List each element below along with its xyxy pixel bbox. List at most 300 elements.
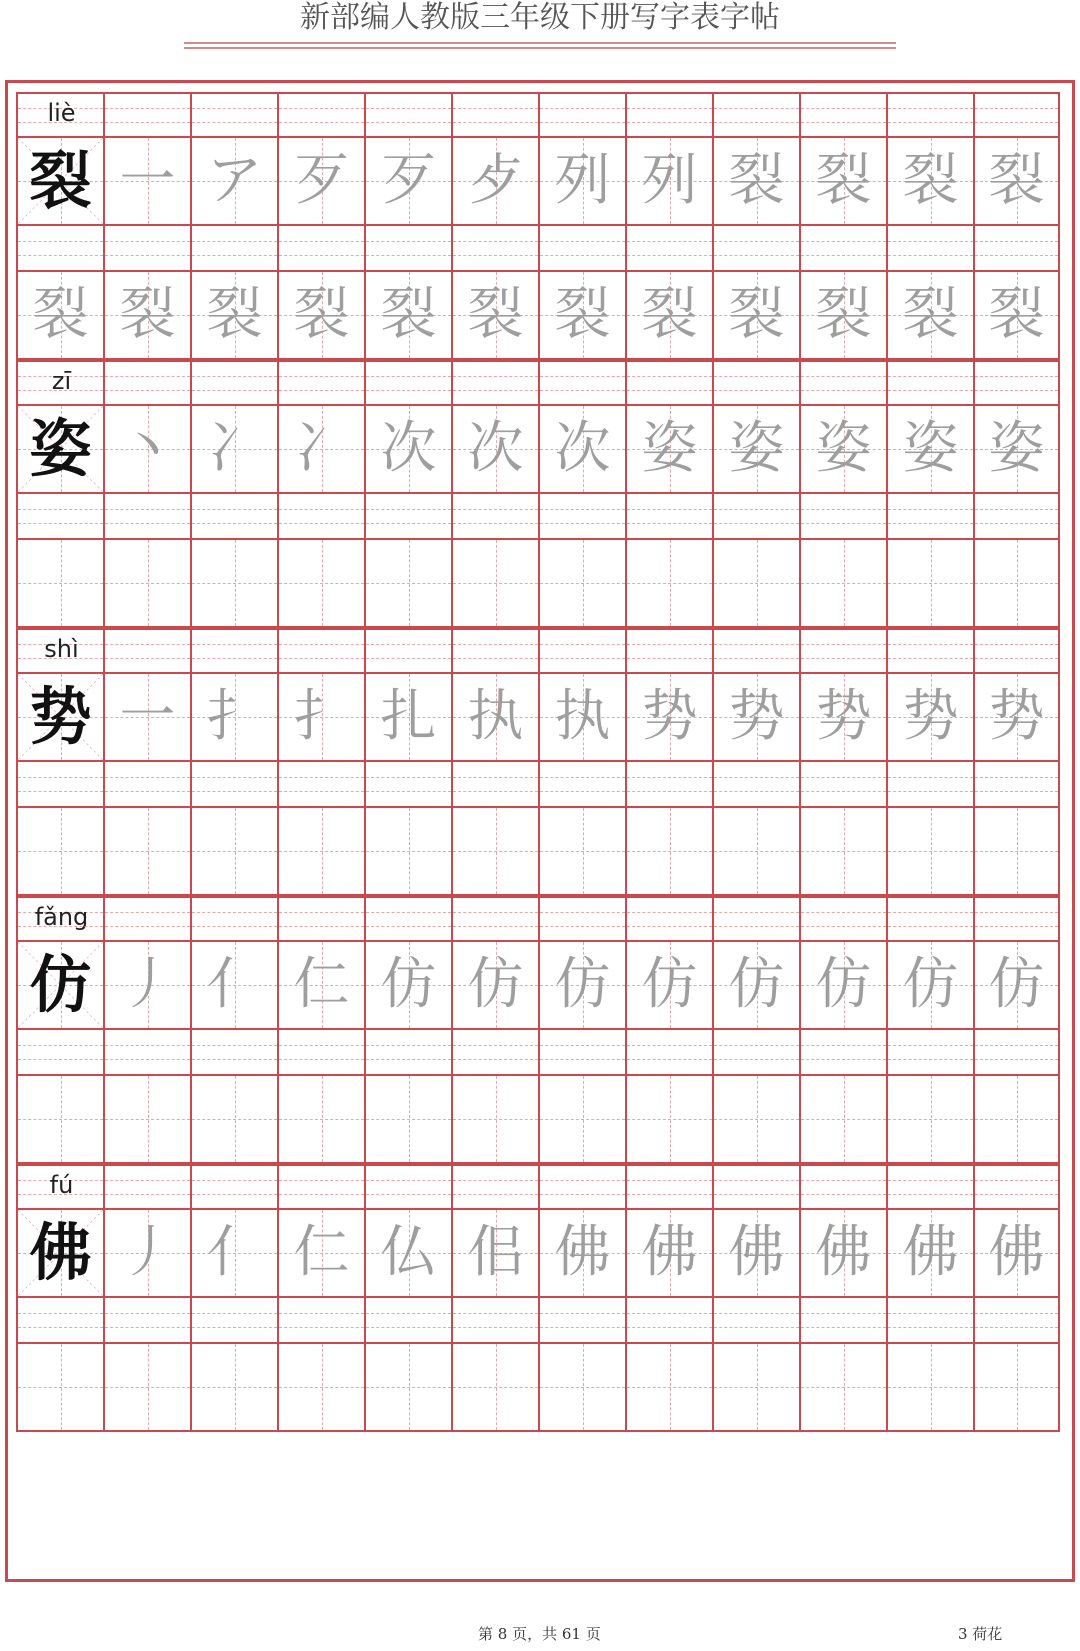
tracing-cell[interactable] (799, 272, 886, 358)
model-character: 佛 (29, 1216, 92, 1289)
pinyin-band (16, 360, 1060, 406)
pinyin-practice-cell[interactable] (103, 362, 190, 404)
writing-cell[interactable] (190, 540, 277, 626)
writing-cell[interactable] (799, 1076, 886, 1162)
stroke-step-cell[interactable] (538, 942, 625, 1028)
stroke-step-cell[interactable] (451, 1210, 538, 1296)
stroke-step-cell[interactable] (799, 1210, 886, 1296)
pinyin-practice-cell[interactable] (451, 898, 538, 940)
page-number: 第 8 页，共 61 页 (478, 1625, 601, 1643)
pinyin-practice-cell[interactable] (712, 898, 799, 940)
writing-cell[interactable] (625, 1076, 712, 1162)
stroke-step-cell[interactable] (277, 406, 364, 492)
stroke-step-glyph: 仁 (293, 952, 350, 1017)
writing-cell[interactable] (712, 540, 799, 626)
pinyin-cell[interactable] (16, 630, 103, 672)
writing-cell[interactable] (16, 808, 103, 894)
pinyin-practice-cell[interactable] (451, 630, 538, 672)
writing-cell[interactable] (451, 808, 538, 894)
pinyin-label: zī (51, 367, 72, 395)
pinyin-practice-cell[interactable] (16, 1030, 103, 1074)
writing-cell[interactable] (364, 1076, 451, 1162)
pinyin-practice-cell[interactable] (364, 762, 451, 806)
writing-cell[interactable] (16, 540, 103, 626)
tracing-cell[interactable] (190, 272, 277, 358)
pinyin-practice-cell[interactable] (712, 362, 799, 404)
pinyin-practice-cell[interactable] (103, 630, 190, 672)
pinyin-practice-cell[interactable] (625, 1166, 712, 1208)
writing-cell[interactable] (973, 1344, 1060, 1430)
pinyin-practice-cell[interactable] (538, 762, 625, 806)
pinyin-practice-cell[interactable] (712, 762, 799, 806)
pinyin-practice-cell[interactable] (886, 898, 973, 940)
stroke-step-glyph: 佛 (988, 1220, 1045, 1285)
pinyin-practice-cell[interactable] (886, 494, 973, 538)
writing-cell[interactable] (364, 808, 451, 894)
tracing-glyph: 裂 (467, 282, 524, 347)
tracing-glyph: 裂 (641, 282, 698, 347)
stroke-step-glyph: 次 (554, 416, 611, 481)
writing-cell[interactable] (451, 1076, 538, 1162)
writing-cell[interactable] (886, 1344, 973, 1430)
pinyin-practice-cell[interactable] (886, 630, 973, 672)
stroke-step-cell[interactable] (625, 406, 712, 492)
tracing-glyph: 裂 (902, 282, 959, 347)
writing-cell[interactable] (538, 1076, 625, 1162)
writing-cell[interactable] (886, 808, 973, 894)
pinyin-practice-cell[interactable] (886, 1166, 973, 1208)
stroke-step-glyph: 姿 (728, 416, 785, 481)
pinyin-practice-cell[interactable] (799, 1166, 886, 1208)
pinyin-practice-cell[interactable] (712, 94, 799, 136)
stroke-step-cell[interactable] (712, 674, 799, 760)
pinyin-practice-cell[interactable] (190, 1298, 277, 1342)
pinyin-practice-cell[interactable] (190, 1030, 277, 1074)
pinyin-practice-cell[interactable] (538, 1166, 625, 1208)
pinyin-practice-cell[interactable] (712, 494, 799, 538)
pinyin-practice-band (16, 226, 1060, 272)
pinyin-practice-cell[interactable] (451, 226, 538, 270)
pinyin-practice-cell[interactable] (538, 630, 625, 672)
pinyin-practice-cell[interactable] (103, 762, 190, 806)
writing-cell[interactable] (799, 540, 886, 626)
pinyin-practice-cell[interactable] (538, 94, 625, 136)
model-character-cell[interactable] (16, 406, 103, 492)
stroke-step-glyph: 裂 (902, 148, 959, 213)
model-character-cell[interactable] (16, 942, 103, 1028)
pinyin-practice-cell[interactable] (973, 362, 1060, 404)
title-rule-bottom (184, 47, 896, 49)
stroke-step-glyph: 扌 (206, 684, 263, 749)
model-character-cell[interactable] (16, 1210, 103, 1296)
stroke-step-cell[interactable] (103, 942, 190, 1028)
writing-cell[interactable] (451, 1344, 538, 1430)
pinyin-practice-cell[interactable] (799, 494, 886, 538)
stroke-step-glyph: 列 (641, 148, 698, 213)
pinyin-practice-cell[interactable] (712, 1298, 799, 1342)
stroke-step-glyph: 姿 (815, 416, 872, 481)
stroke-step-glyph: 亻 (206, 952, 263, 1017)
pinyin-practice-cell[interactable] (973, 1298, 1060, 1342)
stroke-step-glyph: 歹 (293, 148, 350, 213)
pinyin-practice-cell[interactable] (364, 898, 451, 940)
pinyin-practice-cell[interactable] (277, 362, 364, 404)
pinyin-practice-cell[interactable] (190, 362, 277, 404)
pinyin-practice-cell[interactable] (625, 762, 712, 806)
model-character-cell[interactable] (16, 138, 103, 224)
writing-cell[interactable] (277, 808, 364, 894)
pinyin-practice-cell[interactable] (16, 226, 103, 270)
character-block (16, 628, 1060, 896)
pinyin-practice-cell[interactable] (712, 226, 799, 270)
character-block (16, 896, 1060, 1164)
tracing-cell[interactable] (364, 272, 451, 358)
pinyin-practice-cell[interactable] (277, 226, 364, 270)
stroke-step-glyph: 亻 (206, 1220, 263, 1285)
stroke-step-glyph: 仿 (815, 952, 872, 1017)
pinyin-practice-cell[interactable] (973, 630, 1060, 672)
pinyin-practice-cell[interactable] (625, 94, 712, 136)
stroke-step-cell[interactable] (799, 406, 886, 492)
pinyin-practice-cell[interactable] (799, 226, 886, 270)
writing-cell[interactable] (538, 808, 625, 894)
writing-cell[interactable] (16, 1344, 103, 1430)
writing-cell[interactable] (103, 1076, 190, 1162)
stroke-step-glyph: 姿 (902, 416, 959, 481)
writing-cell[interactable] (190, 1344, 277, 1430)
writing-cell[interactable] (712, 1076, 799, 1162)
pinyin-cell[interactable] (16, 94, 103, 136)
stroke-step-cell[interactable] (364, 406, 451, 492)
pinyin-practice-cell[interactable] (538, 494, 625, 538)
stroke-step-cell[interactable] (451, 406, 538, 492)
pinyin-practice-cell[interactable] (103, 1166, 190, 1208)
pinyin-practice-cell[interactable] (886, 226, 973, 270)
stroke-step-cell[interactable] (451, 138, 538, 224)
writing-cell[interactable] (538, 1344, 625, 1430)
pinyin-practice-cell[interactable] (277, 1298, 364, 1342)
writing-cell[interactable] (103, 808, 190, 894)
pinyin-cell[interactable] (16, 362, 103, 404)
pinyin-practice-cell[interactable] (451, 362, 538, 404)
stroke-step-cell[interactable] (538, 138, 625, 224)
pinyin-practice-cell[interactable] (103, 494, 190, 538)
pinyin-practice-cell[interactable] (190, 226, 277, 270)
stroke-step-cell[interactable] (886, 674, 973, 760)
pinyin-practice-cell[interactable] (538, 226, 625, 270)
stroke-step-glyph: 扌 (293, 684, 350, 749)
stroke-step-cell[interactable] (277, 942, 364, 1028)
pinyin-practice-cell[interactable] (451, 1166, 538, 1208)
stroke-step-glyph: 歺 (467, 148, 524, 213)
stroke-step-cell[interactable] (190, 406, 277, 492)
stroke-step-cell[interactable] (625, 138, 712, 224)
stroke-step-cell[interactable] (277, 1210, 364, 1296)
pinyin-practice-cell[interactable] (103, 94, 190, 136)
stroke-step-glyph: 裂 (988, 148, 1045, 213)
writing-cell[interactable] (973, 1076, 1060, 1162)
tracing-glyph: 裂 (32, 282, 89, 347)
stroke-step-cell[interactable] (712, 138, 799, 224)
tracing-cell[interactable] (103, 272, 190, 358)
pinyin-practice-cell[interactable] (886, 762, 973, 806)
stroke-step-cell[interactable] (277, 138, 364, 224)
pinyin-practice-cell[interactable] (973, 494, 1060, 538)
tracing-cell[interactable] (277, 272, 364, 358)
pinyin-practice-cell[interactable] (103, 226, 190, 270)
tracing-glyph: 裂 (380, 282, 437, 347)
writing-cell[interactable] (103, 1344, 190, 1430)
writing-cell[interactable] (16, 1076, 103, 1162)
pinyin-practice-cell[interactable] (538, 898, 625, 940)
pinyin-practice-cell[interactable] (538, 1030, 625, 1074)
stroke-step-cell[interactable] (190, 1210, 277, 1296)
stroke-step-cell[interactable] (538, 1210, 625, 1296)
pinyin-practice-cell[interactable] (625, 362, 712, 404)
stroke-step-cell[interactable] (451, 942, 538, 1028)
stroke-step-cell[interactable] (799, 674, 886, 760)
writing-cell[interactable] (625, 1344, 712, 1430)
tracing-glyph: 裂 (988, 282, 1045, 347)
pinyin-practice-cell[interactable] (538, 362, 625, 404)
stroke-step-cell[interactable] (625, 942, 712, 1028)
pinyin-practice-cell[interactable] (364, 494, 451, 538)
writing-cell[interactable] (886, 1076, 973, 1162)
pinyin-practice-cell[interactable] (103, 1298, 190, 1342)
writing-cell[interactable] (538, 540, 625, 626)
writing-cell[interactable] (277, 540, 364, 626)
stroke-order-row (16, 406, 1060, 494)
writing-cell[interactable] (712, 1344, 799, 1430)
stroke-step-glyph: 佛 (815, 1220, 872, 1285)
worksheet-grid (16, 92, 1060, 1570)
stroke-order-row (16, 1210, 1060, 1298)
stroke-step-cell[interactable] (973, 1210, 1060, 1296)
pinyin-practice-cell[interactable] (538, 1298, 625, 1342)
pinyin-practice-cell[interactable] (799, 898, 886, 940)
pinyin-practice-cell[interactable] (625, 1030, 712, 1074)
pinyin-practice-cell[interactable] (625, 1298, 712, 1342)
stroke-step-cell[interactable] (886, 1210, 973, 1296)
pinyin-practice-cell[interactable] (364, 630, 451, 672)
pinyin-practice-cell[interactable] (799, 1298, 886, 1342)
pinyin-practice-cell[interactable] (799, 94, 886, 136)
pinyin-practice-cell[interactable] (103, 1030, 190, 1074)
writing-cell[interactable] (277, 1344, 364, 1430)
pinyin-practice-cell[interactable] (277, 94, 364, 136)
pinyin-practice-cell[interactable] (16, 494, 103, 538)
pinyin-practice-cell[interactable] (364, 1298, 451, 1342)
stroke-step-glyph: 丿 (119, 1220, 176, 1285)
pinyin-practice-cell[interactable] (190, 94, 277, 136)
pinyin-practice-cell[interactable] (712, 1030, 799, 1074)
pinyin-practice-cell[interactable] (364, 1166, 451, 1208)
pinyin-practice-cell[interactable] (190, 1166, 277, 1208)
stroke-step-glyph: 仿 (728, 952, 785, 1017)
stroke-step-glyph: 丿 (119, 952, 176, 1017)
writing-cell[interactable] (103, 540, 190, 626)
pinyin-practice-cell[interactable] (190, 630, 277, 672)
pinyin-practice-cell[interactable] (886, 362, 973, 404)
stroke-step-glyph: 仏 (380, 1220, 437, 1285)
pinyin-practice-cell[interactable] (190, 494, 277, 538)
pinyin-practice-cell[interactable] (625, 630, 712, 672)
stroke-step-cell[interactable] (625, 1210, 712, 1296)
stroke-step-cell[interactable] (799, 942, 886, 1028)
pinyin-practice-cell[interactable] (973, 898, 1060, 940)
tracing-cell[interactable] (451, 272, 538, 358)
pinyin-practice-cell[interactable] (451, 494, 538, 538)
pinyin-practice-cell[interactable] (799, 1030, 886, 1074)
pinyin-practice-cell[interactable] (190, 762, 277, 806)
stroke-step-cell[interactable] (190, 138, 277, 224)
pinyin-practice-cell[interactable] (625, 494, 712, 538)
writing-cell[interactable] (451, 540, 538, 626)
pinyin-practice-cell[interactable] (973, 94, 1060, 136)
pinyin-practice-cell[interactable] (712, 630, 799, 672)
stroke-step-cell[interactable] (364, 138, 451, 224)
stroke-step-glyph: 裂 (815, 148, 872, 213)
stroke-step-cell[interactable] (103, 138, 190, 224)
stroke-step-cell[interactable] (364, 1210, 451, 1296)
pinyin-practice-cell[interactable] (886, 1030, 973, 1074)
pinyin-practice-band (16, 1298, 1060, 1344)
stroke-step-glyph: 佛 (641, 1220, 698, 1285)
writing-cell[interactable] (799, 1344, 886, 1430)
stroke-step-cell[interactable] (973, 674, 1060, 760)
tracing-cell[interactable] (625, 272, 712, 358)
stroke-step-cell[interactable] (886, 406, 973, 492)
pinyin-practice-cell[interactable] (799, 630, 886, 672)
pinyin-practice-cell[interactable] (277, 630, 364, 672)
stroke-step-glyph: 仿 (988, 952, 1045, 1017)
pinyin-practice-cell[interactable] (973, 1166, 1060, 1208)
stroke-step-cell[interactable] (277, 674, 364, 760)
stroke-step-cell[interactable] (103, 406, 190, 492)
tracing-cell[interactable] (712, 272, 799, 358)
model-character: 仿 (29, 948, 92, 1021)
pinyin-practice-cell[interactable] (886, 1298, 973, 1342)
pinyin-practice-cell[interactable] (364, 94, 451, 136)
pinyin-practice-cell[interactable] (799, 762, 886, 806)
pinyin-practice-cell[interactable] (451, 1298, 538, 1342)
writing-row (16, 540, 1060, 628)
tracing-cell[interactable] (886, 272, 973, 358)
pinyin-practice-cell[interactable] (16, 1298, 103, 1342)
model-character-cell[interactable] (16, 674, 103, 760)
pinyin-practice-cell[interactable] (973, 762, 1060, 806)
stroke-step-glyph: 仿 (554, 952, 611, 1017)
pinyin-practice-cell[interactable] (277, 1030, 364, 1074)
pinyin-practice-band (16, 1030, 1060, 1076)
stroke-step-cell[interactable] (451, 674, 538, 760)
writing-cell[interactable] (364, 1344, 451, 1430)
pinyin-label: fú (49, 1171, 74, 1199)
character-block (16, 1164, 1060, 1432)
stroke-step-cell[interactable] (364, 942, 451, 1028)
stroke-order-row (16, 674, 1060, 762)
pinyin-practice-cell[interactable] (712, 1166, 799, 1208)
pinyin-practice-cell[interactable] (973, 1030, 1060, 1074)
pinyin-practice-cell[interactable] (364, 1030, 451, 1074)
pinyin-practice-cell[interactable] (364, 226, 451, 270)
stroke-step-cell[interactable] (973, 138, 1060, 224)
stroke-step-cell[interactable] (712, 1210, 799, 1296)
tracing-cell[interactable] (973, 272, 1060, 358)
stroke-step-cell[interactable] (538, 674, 625, 760)
writing-cell[interactable] (190, 808, 277, 894)
stroke-step-cell[interactable] (190, 674, 277, 760)
pinyin-practice-cell[interactable] (277, 898, 364, 940)
writing-cell[interactable] (973, 540, 1060, 626)
pinyin-cell[interactable] (16, 1166, 103, 1208)
pinyin-practice-cell[interactable] (625, 226, 712, 270)
tracing-cell[interactable] (538, 272, 625, 358)
tracing-glyph: 裂 (554, 282, 611, 347)
pinyin-cell[interactable] (16, 898, 103, 940)
writing-cell[interactable] (364, 540, 451, 626)
pinyin-practice-cell[interactable] (973, 226, 1060, 270)
pinyin-practice-cell[interactable] (451, 1030, 538, 1074)
stroke-step-cell[interactable] (103, 1210, 190, 1296)
stroke-step-glyph: 仁 (293, 1220, 350, 1285)
stroke-step-glyph: ア (206, 148, 263, 213)
writing-cell[interactable] (625, 540, 712, 626)
writing-row (16, 1076, 1060, 1164)
stroke-step-cell[interactable] (190, 942, 277, 1028)
pinyin-practice-cell[interactable] (625, 898, 712, 940)
pinyin-practice-cell[interactable] (277, 1166, 364, 1208)
stroke-step-cell[interactable] (973, 942, 1060, 1028)
model-character: 裂 (29, 144, 92, 217)
pinyin-practice-cell[interactable] (103, 898, 190, 940)
pinyin-practice-cell[interactable] (277, 762, 364, 806)
pinyin-practice-cell[interactable] (277, 494, 364, 538)
writing-cell[interactable] (277, 1076, 364, 1162)
stroke-step-cell[interactable] (886, 138, 973, 224)
pinyin-practice-cell[interactable] (451, 94, 538, 136)
stroke-step-cell[interactable] (364, 674, 451, 760)
writing-cell[interactable] (886, 540, 973, 626)
stroke-step-cell[interactable] (973, 406, 1060, 492)
pinyin-practice-cell[interactable] (799, 362, 886, 404)
writing-cell[interactable] (190, 1076, 277, 1162)
stroke-step-glyph: 仿 (380, 952, 437, 1017)
pinyin-practice-cell[interactable] (451, 762, 538, 806)
stroke-step-cell[interactable] (103, 674, 190, 760)
stroke-step-cell[interactable] (712, 942, 799, 1028)
writing-cell[interactable] (973, 808, 1060, 894)
writing-cell[interactable] (712, 808, 799, 894)
stroke-step-glyph: 执 (467, 684, 524, 749)
stroke-step-cell[interactable] (799, 138, 886, 224)
stroke-step-cell[interactable] (625, 674, 712, 760)
pinyin-practice-cell[interactable] (16, 762, 103, 806)
stroke-step-cell[interactable] (538, 406, 625, 492)
pinyin-practice-cell[interactable] (190, 898, 277, 940)
tracing-cell[interactable] (16, 272, 103, 358)
pinyin-practice-band (16, 494, 1060, 540)
stroke-step-glyph: 佛 (902, 1220, 959, 1285)
writing-cell[interactable] (625, 808, 712, 894)
writing-cell[interactable] (799, 808, 886, 894)
pinyin-practice-cell[interactable] (886, 94, 973, 136)
stroke-step-cell[interactable] (886, 942, 973, 1028)
stroke-step-cell[interactable] (712, 406, 799, 492)
stroke-step-glyph: 冫 (206, 416, 263, 481)
page-title: 新部编人教版三年级下册写字表字帖 (300, 0, 780, 35)
pinyin-practice-cell[interactable] (364, 362, 451, 404)
